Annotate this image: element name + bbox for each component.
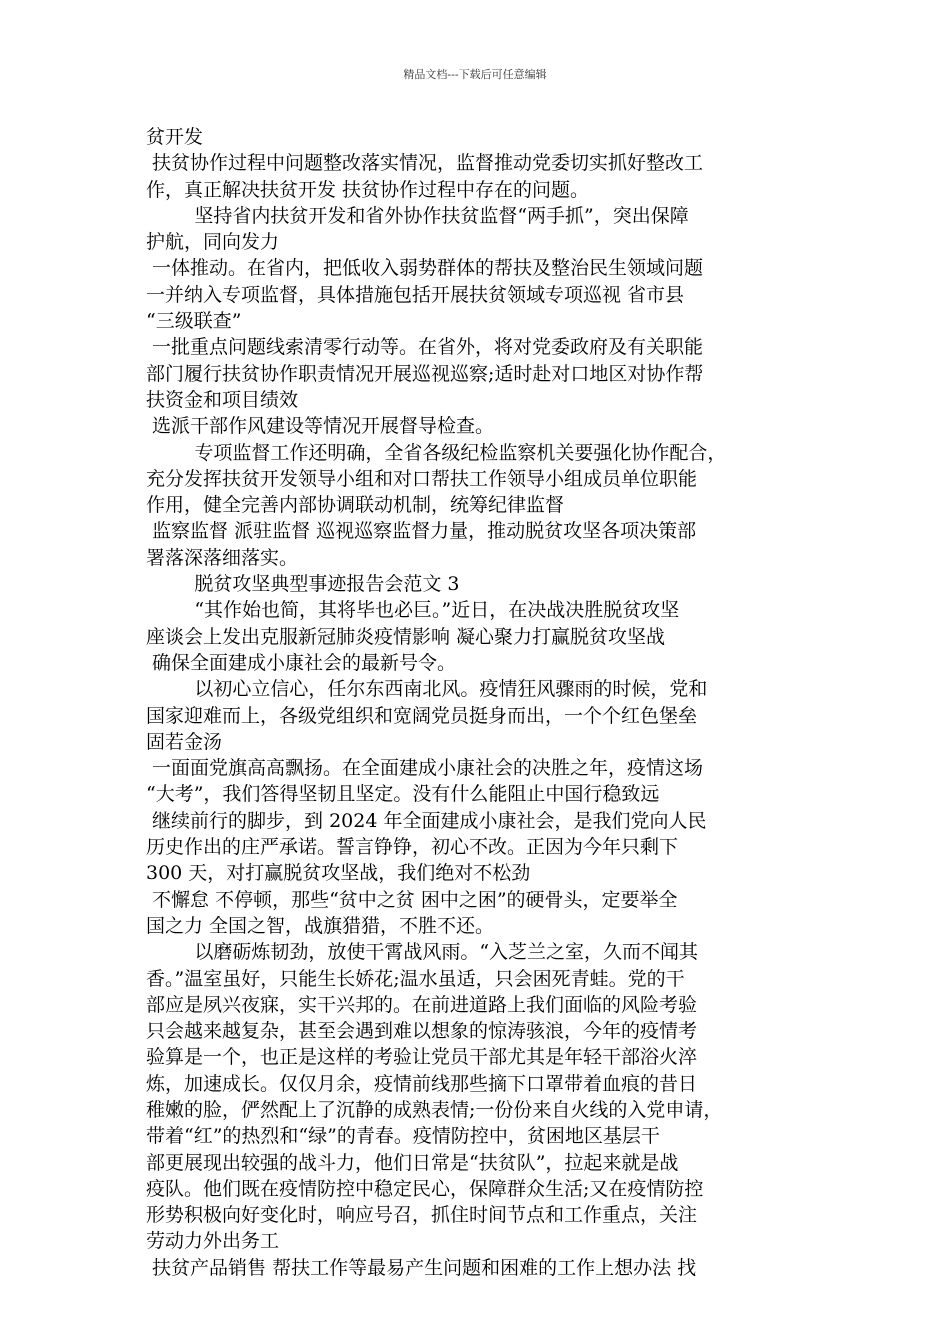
text-line: 国之力 全国之智，战旗猎猎，不胜不还。 [146,914,495,937]
text-line: 部更展现出较强的战斗力，他们日常是“扶贫队”，拉起来就是战 [146,1151,679,1174]
text-line: 部应是夙兴夜寐，实干兴邦的。在前进道路上我们面临的风险考验 [146,993,698,1016]
text-line: “大考”，我们答得坚韧且坚定。没有什么能阻止中国行稳致远 [146,783,660,806]
text-line: 选派干部作风建设等情况开展督导检查。 [146,415,495,438]
text-line: 监察监督 派驻监督 巡视巡察监督力量，推动脱贫攻坚各项决策部 [146,520,697,543]
text-line: 一并纳入专项监督，具体措施包括开展扶贫领域专项巡视 省市县 [146,283,685,306]
text-line: 署落深落细落实。 [146,546,299,569]
text-line: 坚持省内扶贫开发和省外协作扶贫监督“两手抓”，突出保障 [146,204,689,227]
text-line: 国家迎难而上，各级党组织和宽阔党员挺身而出，一个个红色堡垒 [146,704,698,727]
text-line: 历史作出的庄严承诺。誓言铮铮，初心不改。正因为今年只剩下 [146,836,679,859]
text-line: 扶贫产品销售 帮扶工作等最易产生问题和困难的工作上想办法 找 [146,1256,697,1279]
text-line: 一批重点问题线索清零行动等。在省外，将对党委政府及有关职能 [146,336,704,359]
text-line: “其作始也简，其将毕也必巨。”近日，在决战决胜脱贫攻坚 [146,599,680,622]
text-line: 不懈怠 不停顿，那些“贫中之贫 困中之困”的硬骨头，定要举全 [146,888,678,911]
text-line: 带着“红”的热烈和“绿”的青春。疫情防控中，贫困地区基层干 [146,1125,660,1148]
document-body [146,124,826,1281]
text-line: 劳动力外出务工 [146,1230,280,1253]
text-line: 一面面党旗高高飘扬。在全面建成小康社会的决胜之年，疫情这场 [146,757,704,780]
text-line: 固若金汤 [146,730,223,753]
page-header: 精品文档---下载后可任意编辑 [403,68,547,81]
text-line: 专项监督工作还明确，全省各级纪检监察机关要强化协作配合， [146,441,727,464]
text-line: 300 天，对打赢脱贫攻坚战，我们绝对不松劲 [146,862,531,885]
text-line: 座谈会上发出克服新冠肺炎疫情影响 凝心聚力打赢脱贫攻坚战 [146,625,666,648]
text-line: 扶资金和项目绩效 [146,388,299,411]
text-line: 确保全面建成小康社会的最新号令。 [146,651,457,674]
text-line: 贫开发 [146,126,204,148]
text-line: 香。”温室虽好，只能生长娇花;温水虽适，只会困死青蛙。党的干 [146,967,685,990]
text-line: “三级联查” [146,310,242,333]
text-line: 扶贫协作过程中问题整改落实情况，监督推动党委切实抓好整改工 [146,152,704,175]
text-line: 继续前行的脚步，到 2024 年全面建成小康社会，是我们党向人民 [146,809,707,832]
text-line: 护航，同向发力 [146,231,280,254]
text-line: 疫队。他们既在疫情防控中稳定民心，保障群众生活;又在疫情防控 [146,1177,704,1200]
text-line: 形势积极向好变化时，响应号召，抓住时间节点和工作重点，关注 [146,1204,698,1227]
text-line: 验算是一个，也正是这样的考验让党员干部尤其是年轻干部浴火淬 [146,1046,698,1069]
text-line: 作用，健全完善内部协调联动机制，统筹纪律监督 [146,494,565,517]
text-line: 稚嫩的脸，俨然配上了沉静的成熟表情;一份份来自火线的入党申请， [146,1098,723,1121]
text-line: 以初心立信心，任尔东西南北风。疫情狂风骤雨的时候，党和 [146,678,708,701]
text-line: 部门履行扶贫协作职责情况开展巡视巡察;适时赴对口地区对协作帮 [146,362,704,385]
text-line: 只会越来越复杂，甚至会遇到难以想象的惊涛骇浪，今年的疫情考 [146,1020,698,1043]
text-line: 脱贫攻坚典型事迹报告会范文 3 [146,573,460,596]
text-line: 以磨砺炼韧劲，放使干霄战风雨。“入芝兰之室，久而不闻其 [146,941,699,964]
text-line: 一体推动。在省内，把低收入弱势群体的帮扶及整治民生领域问题 [146,257,704,280]
text-line: 炼，加速成长。仅仅月余，疫情前线那些摘下口罩带着血痕的昔日 [146,1072,698,1095]
text-line: 充分发挥扶贫开发领导小组和对口帮扶工作领导小组成员单位职能 [146,467,698,490]
text-line: 作，真正解决扶贫开发 扶贫协作过程中存在的问题。 [146,178,590,201]
